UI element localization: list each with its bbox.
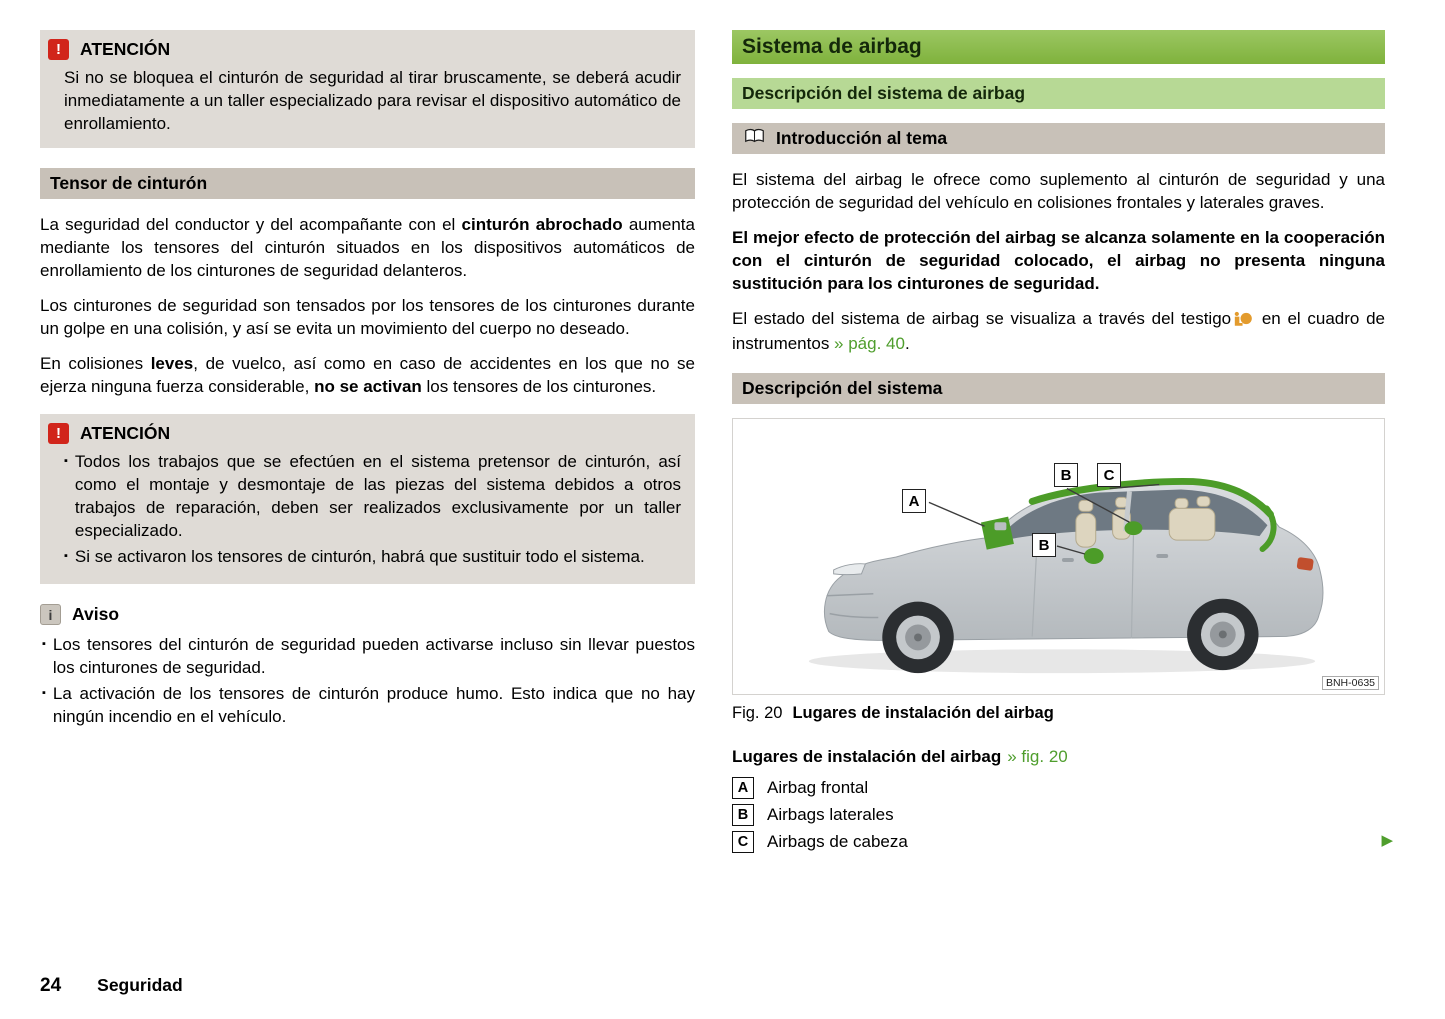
figure-label-c: C xyxy=(1097,463,1121,487)
bold-text: leves xyxy=(150,354,194,373)
paragraph-tensor-2: Los cinturones de seguridad son tensados por los tensores de los cinturones durante un golpe en una colisión, y así se evita un movimiento del cuerpo no deseado. xyxy=(40,296,695,338)
note-header xyxy=(40,604,695,625)
bullet-icon: ▪ xyxy=(42,638,46,650)
list-item-text: Si se activaron los tensores de cinturón, habrá que sustituir todo el sistema. xyxy=(74,547,645,566)
attention-title: ATENCIÓN xyxy=(80,39,171,59)
attention-list xyxy=(64,450,681,568)
text-segment: aumenta mediante los tensores del cinturón situados en los dispositivos automáticos de enrollamiento de los cinturones de seguridad delanteros. xyxy=(40,215,695,280)
attention-header xyxy=(48,423,681,444)
list-item-text: Airbags de cabeza xyxy=(767,832,908,851)
list-item-text: Todos los trabajos que se efectúen en el sistema pretensor de cinturón, así como el montaje y desmontaje de las piezas del sistema debidos a otros trabajos de reparación, deben ser realizados exclusivamente por un taller especializado. xyxy=(74,452,681,540)
key-box-c: C xyxy=(732,831,754,853)
bullet-icon: ▪ xyxy=(64,455,68,467)
bold-text: cinturón abrochado xyxy=(461,215,623,234)
key-box-b: B xyxy=(732,804,754,826)
list-item-text: Los tensores del cinturón de seguridad pueden activarse incluso sin llevar puestos los cinturones de seguridad. xyxy=(52,635,695,677)
figure-reference-code: BNH-0635 xyxy=(1322,676,1379,690)
text-segment: En colisiones xyxy=(40,354,151,373)
text-segment: La seguridad del conductor y del acompañante con el xyxy=(40,215,462,234)
warning-exclamation-icon: ! xyxy=(48,39,69,60)
locations-heading xyxy=(732,747,1385,767)
right-column xyxy=(732,30,1393,858)
note-title: Aviso xyxy=(72,604,120,624)
open-book-icon xyxy=(744,128,765,149)
figure-title: Lugares de instalación del airbag xyxy=(792,704,1054,722)
paragraph-tensor-3 xyxy=(40,352,695,398)
info-icon: i xyxy=(40,604,61,625)
bullet-icon: ▪ xyxy=(42,687,46,699)
bold-text: no se activan xyxy=(314,377,422,396)
paragraph-airbag-2: El mejor efecto de protección del airbag se alcanza solamente en la cooperación con el cinturón de seguridad colocado, el airbag no presenta ninguna sustitución para los cinturones de seguridad. xyxy=(732,228,1385,293)
paragraph-airbag-3 xyxy=(732,307,1385,355)
figure-reference-link[interactable]: » fig. 20 xyxy=(1007,747,1068,766)
list-item xyxy=(732,831,1385,853)
text-segment: , de vuelco, así como en caso de accidentes en los que no se ejerza ninguna fuerza considerable, xyxy=(40,354,696,396)
bullet-icon: ▪ xyxy=(64,550,68,562)
intro-header-label: Introducción al tema xyxy=(776,128,948,148)
attention-text: Si no se bloquea el cinturón de seguridad al tirar bruscamente, se deberá acudir inmediatamente a un taller especializado para revisar el dispositivo automático de enrollamiento. xyxy=(64,68,681,133)
figure-caption xyxy=(732,704,1385,723)
left-column xyxy=(40,30,695,731)
page-number: 24 xyxy=(40,975,62,996)
note-section xyxy=(40,604,695,728)
car-cutaway-drawing xyxy=(733,419,1384,694)
page-reference-link[interactable]: » pág. 40 xyxy=(834,334,905,353)
section-header-descripcion-del-sistema: Descripción del sistema xyxy=(732,373,1385,404)
chapter-title-bar: Sistema de airbag xyxy=(732,30,1385,64)
text-segment: El estado del sistema de airbag se visualiza a través del testigo xyxy=(732,309,1232,328)
page-section-name: Seguridad xyxy=(97,975,183,995)
list-item xyxy=(42,633,695,679)
list-item xyxy=(732,777,1385,799)
list-item xyxy=(64,450,681,542)
list-item xyxy=(732,804,1385,826)
section-header-tensor-de-cinturon: Tensor de cinturón xyxy=(40,168,695,199)
list-item-text: La activación de los tensores de cinturón produce humo. Esto indica que no hay ningún incendio en el vehículo. xyxy=(52,684,695,726)
note-list xyxy=(42,633,695,728)
figure-label-b-lower: B xyxy=(1032,533,1056,557)
figure-label-b: B xyxy=(1054,463,1078,487)
text-segment: en el cuadro de instrumentos xyxy=(732,309,1385,353)
attention-box-1 xyxy=(40,30,695,148)
section-title-bar: Descripción del sistema de airbag xyxy=(732,78,1385,109)
list-item xyxy=(42,682,695,728)
continuation-arrow-icon: ▶ xyxy=(1381,832,1393,849)
list-item-text: Airbag frontal xyxy=(767,778,869,797)
paragraph-airbag-1: El sistema del airbag le ofrece como suplemento al cinturón de seguridad y una protección de seguridad del vehículo en colisiones frontales y laterales graves. xyxy=(732,170,1385,212)
list-item xyxy=(64,545,681,568)
text-segment: los tensores de los cinturones. xyxy=(421,377,657,396)
warning-exclamation-icon: ! xyxy=(48,423,69,444)
text-segment: . xyxy=(904,334,910,353)
attention-box-2 xyxy=(40,414,695,584)
locations-heading-text: Lugares de instalación del airbag xyxy=(732,747,1002,766)
attention-title: ATENCIÓN xyxy=(80,423,171,443)
figure-number: Fig. 20 xyxy=(732,704,783,722)
locations-list xyxy=(732,777,1393,853)
attention-header xyxy=(48,39,681,60)
paragraph-tensor-1 xyxy=(40,213,695,282)
figure-airbag-locations xyxy=(732,418,1385,723)
car-illustration xyxy=(732,418,1385,695)
list-item-text: Airbags laterales xyxy=(767,805,894,824)
key-box-a: A xyxy=(732,777,754,799)
figure-label-a: A xyxy=(902,489,926,513)
intro-header-bar xyxy=(732,123,1385,154)
page-footer xyxy=(40,975,183,997)
airbag-warning-light-icon xyxy=(1233,309,1253,332)
